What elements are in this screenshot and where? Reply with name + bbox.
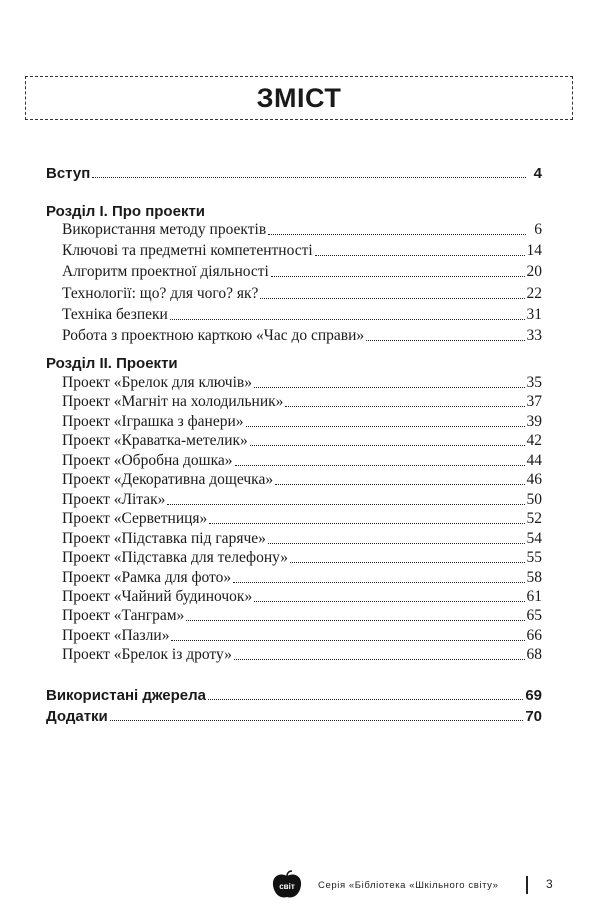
dot-leader (234, 659, 525, 660)
footer-page-number: 3 (546, 877, 553, 891)
toc-entry[interactable] (62, 625, 542, 645)
dot-leader (254, 601, 524, 602)
toc-page-number: 20 (526, 263, 542, 281)
toc-entry[interactable] (62, 644, 542, 664)
toc-entry-label: Проект «Серветниця» (62, 510, 208, 528)
dot-leader (235, 465, 525, 466)
toc-entry-label: Проект «Обробна дошка» (62, 451, 233, 469)
toc-entry-label: Проект «Пазли» (62, 626, 170, 644)
dot-leader (186, 620, 524, 621)
toc-entry[interactable] (62, 547, 542, 567)
toc-entry-label: Проект «Підставка для телефону» (62, 549, 289, 567)
toc-entry[interactable] (62, 261, 542, 281)
toc-page-number: 22 (526, 284, 542, 302)
toc-page-number: 54 (526, 529, 542, 547)
toc-entry-label: Проект «Літак» (62, 490, 166, 508)
toc-page-number: 52 (526, 510, 542, 528)
dot-leader (92, 177, 526, 178)
toc-page-number: 14 (526, 242, 542, 260)
toc-entry[interactable] (62, 489, 542, 509)
toc-entry-label: Проект «Іграшка з фанери» (62, 412, 244, 430)
dot-leader (208, 699, 523, 700)
toc-entry[interactable] (62, 391, 542, 411)
toc-entry-label: Додатки (46, 708, 108, 725)
toc-entry-label: Проект «Брелок із дроту» (62, 646, 232, 664)
toc-entry-label: Проект «Рамка для фото» (62, 568, 232, 586)
toc-entry[interactable] (62, 219, 542, 239)
toc-page-number: 44 (526, 451, 542, 469)
toc-page-number: 69 (525, 687, 542, 704)
dot-leader (271, 276, 525, 277)
dot-leader (167, 504, 524, 505)
toc-page-number: 61 (526, 587, 542, 605)
toc-entry-label: Ключові та предметні компетентності (62, 242, 313, 260)
toc-page-number: 55 (526, 549, 542, 567)
dot-leader (250, 445, 525, 446)
toc-page-number: 6 (534, 221, 542, 238)
dot-leader (260, 298, 524, 299)
section-heading-1: Розділ І. Про проекти (46, 203, 206, 220)
dot-leader (170, 319, 525, 320)
dot-leader (110, 720, 524, 721)
dot-leader (268, 234, 526, 235)
footer-divider (526, 876, 528, 894)
toc-entry-label: Проект «Краватка-метелик» (62, 432, 248, 450)
toc-entry-sources[interactable] (46, 684, 542, 704)
dot-leader (233, 582, 524, 583)
toc-entry[interactable] (62, 450, 542, 470)
toc-entry[interactable] (62, 283, 542, 303)
toc-page-number: 65 (526, 607, 542, 625)
toc-entry[interactable] (62, 528, 542, 548)
apple-logo-icon (270, 870, 304, 900)
toc-entry-label: Проект «Магніт на холодильник» (62, 393, 284, 411)
toc-entry-label: Вступ (46, 165, 91, 182)
toc-entry[interactable] (62, 508, 542, 528)
dot-leader (366, 340, 524, 341)
toc-page-number: 37 (526, 393, 542, 411)
dot-leader (246, 426, 525, 427)
toc-entry-intro[interactable] (46, 162, 542, 182)
dot-leader (285, 406, 524, 407)
dot-leader (209, 523, 524, 524)
toc-page-number: 68 (526, 646, 542, 664)
toc-page-number: 42 (526, 432, 542, 450)
toc-entry-label: Проект «Чайний будиночок» (62, 587, 253, 605)
title-box (25, 76, 573, 120)
toc-entry-label: Техніка безпеки (62, 305, 168, 323)
dot-leader (268, 543, 525, 544)
toc-entry-label: Алгоритм проектної діяльності (62, 263, 269, 281)
dot-leader (254, 387, 525, 388)
toc-entry-label: Проект «Декоративна дощечка» (62, 471, 274, 489)
dot-leader (171, 640, 524, 641)
footer-series: Серія «Бібліотека «Шкільного світу» (318, 880, 499, 891)
toc-page-number: 4 (533, 165, 542, 182)
toc-entry[interactable] (62, 325, 542, 345)
toc-entry[interactable] (62, 567, 542, 587)
toc-page-number: 70 (525, 708, 542, 725)
toc-entry-appendix[interactable] (46, 705, 542, 725)
toc-entry[interactable] (62, 430, 542, 450)
dot-leader (275, 484, 524, 485)
toc-entry[interactable] (62, 304, 542, 324)
dot-leader (315, 255, 525, 256)
toc-entry[interactable] (62, 605, 542, 625)
toc-entry[interactable] (62, 411, 542, 431)
toc-entry-label: Проект «Танграм» (62, 607, 185, 625)
toc-page-number: 58 (526, 568, 542, 586)
toc-page-number: 46 (526, 471, 542, 489)
section-heading-2: Розділ ІІ. Проекти (46, 355, 178, 372)
toc-page-number: 35 (526, 374, 542, 391)
toc-entry-label: Використання методу проектів (62, 221, 267, 238)
toc-page-number: 33 (526, 327, 542, 344)
toc-page-number: 31 (526, 305, 542, 323)
svg-text:світ: світ (279, 882, 295, 891)
page-title: ЗМІСТ (256, 82, 342, 113)
toc-entry[interactable] (62, 469, 542, 489)
toc-entry-label: Робота з проектною карткою «Час до справи» (62, 327, 365, 344)
dot-leader (290, 562, 524, 563)
toc-entry-label: Проект «Підставка під гаряче» (62, 529, 266, 547)
toc-page-number: 39 (526, 412, 542, 430)
toc-entry[interactable] (62, 372, 542, 392)
toc-entry[interactable] (62, 240, 542, 260)
toc-entry[interactable] (62, 586, 542, 606)
toc-page-number: 50 (526, 490, 542, 508)
toc-entry-label: Проект «Брелок для ключів» (62, 374, 252, 391)
toc-entry-label: Використані джерела (46, 687, 207, 704)
toc-page-number: 66 (526, 626, 542, 644)
toc-entry-label: Технології: що? для чого? як? (62, 284, 259, 302)
